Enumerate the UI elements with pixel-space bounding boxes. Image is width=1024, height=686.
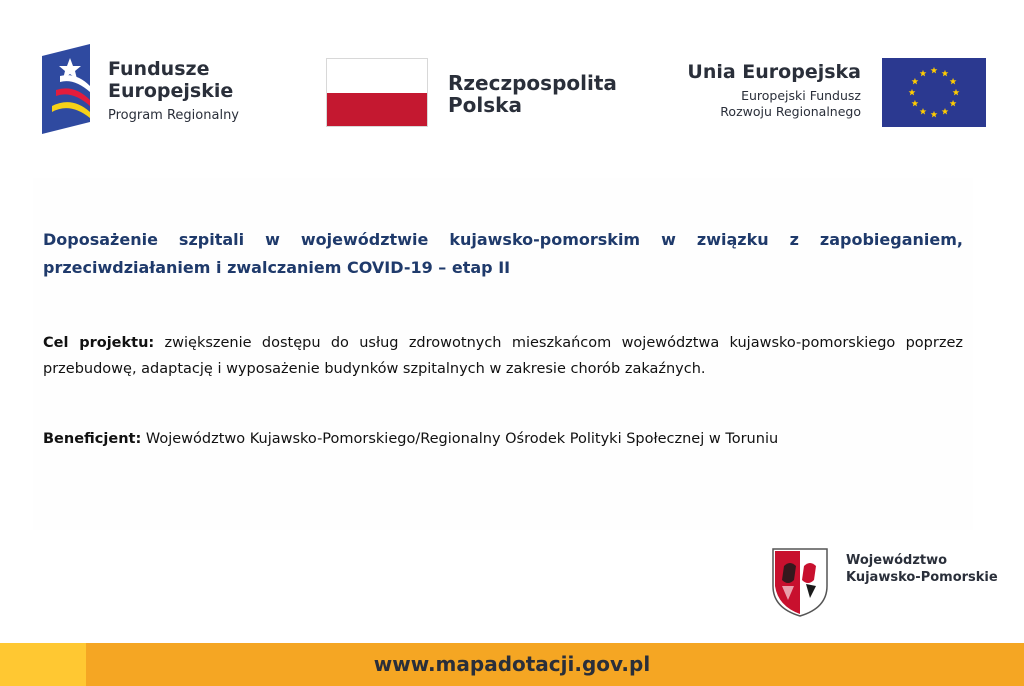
fe-logo-subtitle: Program Regionalny [108,108,239,123]
ue-subtitle [687,88,861,120]
ue-logo-text [687,60,861,120]
eu-flag-icon [882,58,986,127]
fe-logo-title [108,58,233,102]
polish-flag-icon [326,58,428,127]
coat-of-arms-icon [770,546,830,618]
project-beneficiary [43,426,973,452]
rzeczpospolita-polska-logo [326,58,626,128]
logo-bar [0,0,1024,160]
rp-line2: Polska [448,93,522,117]
fundusze-europejskie-mark-icon [42,44,90,134]
footer-url: www.mapadotacji.gov.pl [373,652,651,676]
region-line2: Kujawsko-Pomorskie [846,570,998,585]
project-title: Doposażenie szpitali w województwie kujawsko-pomorskim w związku z zapobieganiem, przeciwdziałaniem i zwalczaniem COVID-19 – etap II [43,230,963,277]
region-logo-text [846,552,998,586]
beneficiary-text: Województwo Kujawsko-Pomorskiego/Regionalny Ośrodek Polityki Społecznej w Toruniu [141,431,779,447]
goal-label: Cel projektu: [43,335,155,351]
fe-title-line1: Fundusze [108,58,210,80]
project-goal [43,330,963,382]
footer-bar [0,643,1024,686]
ue-title: Unia Europejska [687,61,861,83]
ue-sub-line2: Rozwoju Regionalnego [720,104,861,119]
beneficiary-label: Beneficjent: [43,431,142,447]
fe-title-line2: Europejskie [108,80,234,102]
kujawsko-pomorskie-logo [770,546,998,620]
rp-logo-text [448,72,617,116]
unia-europejska-logo [680,58,986,128]
region-line1: Województwo [846,553,948,568]
rp-line1: Rzeczpospolita [448,71,617,95]
goal-text: zwiększenie dostępu do usług zdrowotnych mieszkańcom województwa kujawsko-pomorskiego poprzez przebudowę, adaptację i wyposażenie budynków szpitalnych w zakresie chorób zakaźnych. [43,335,963,377]
fundusze-europejskie-logo [42,44,272,139]
ue-sub-line1: Europejski Fundusz [741,88,861,103]
